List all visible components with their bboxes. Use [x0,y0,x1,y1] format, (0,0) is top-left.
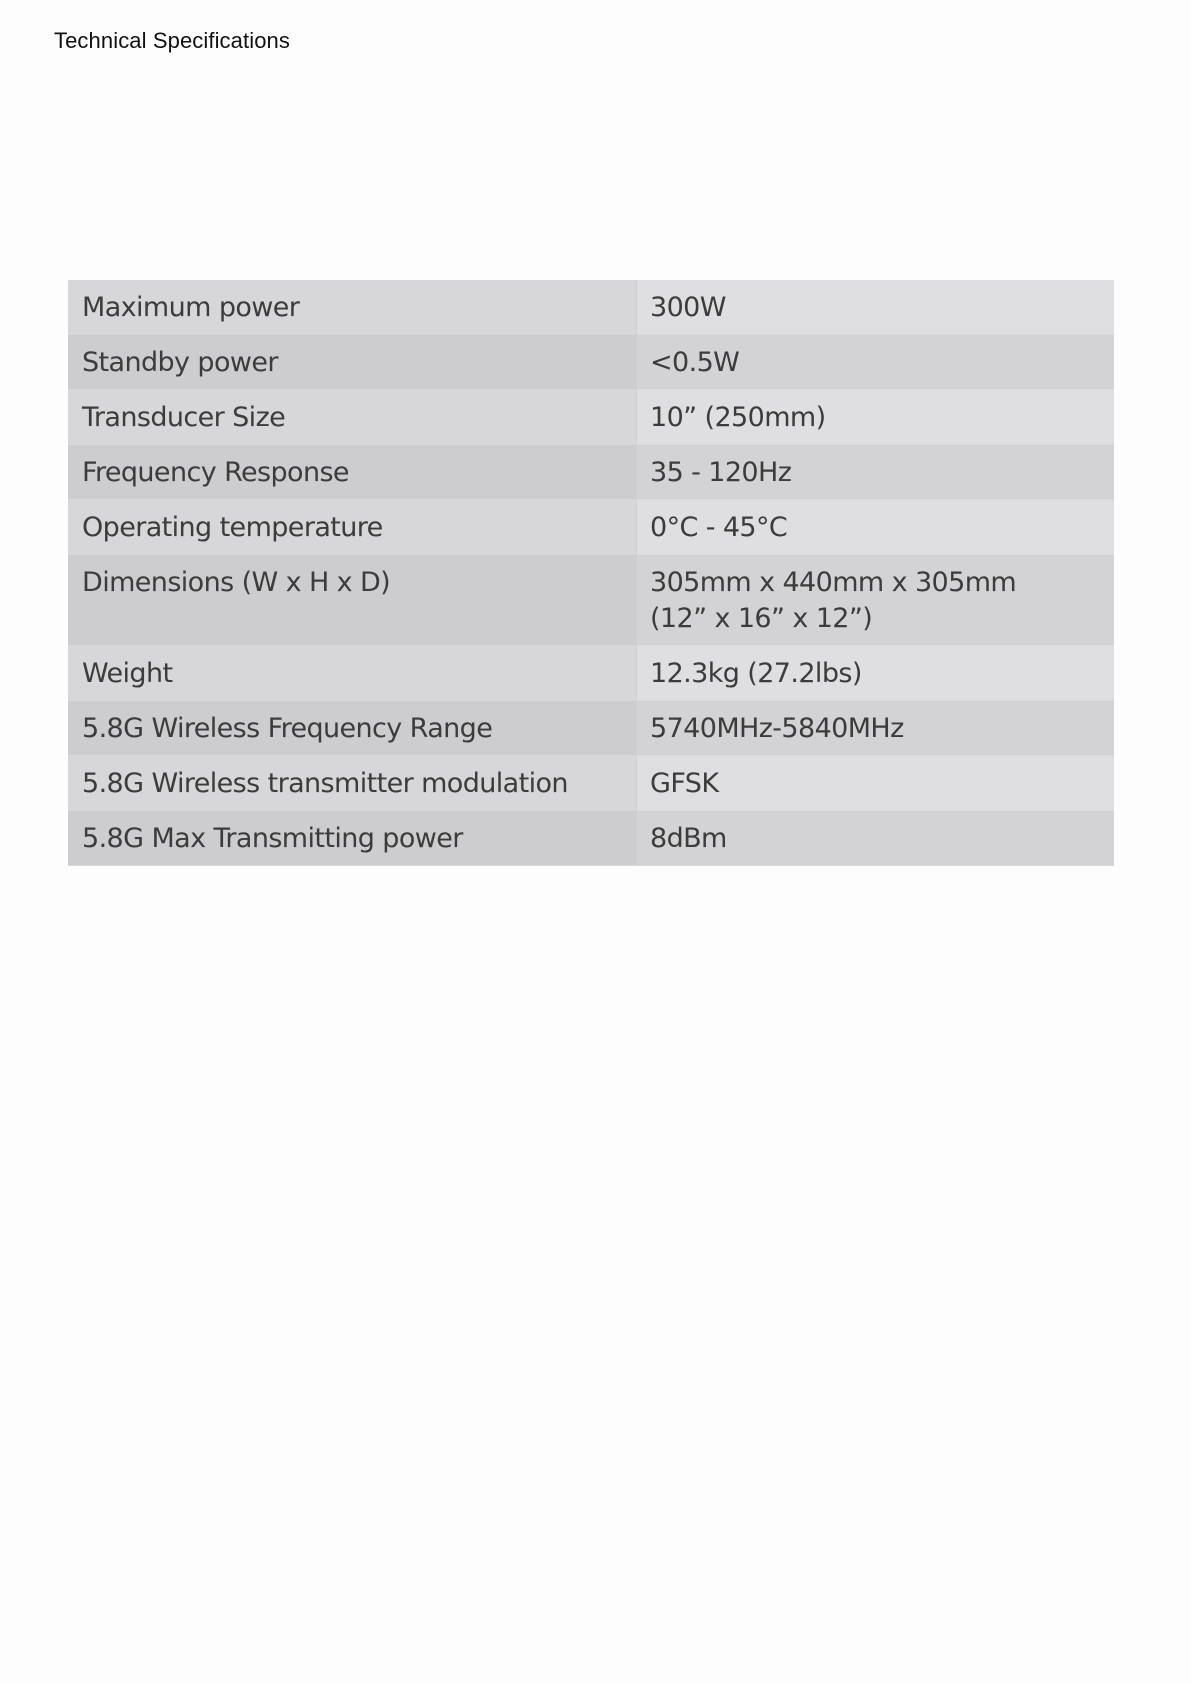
spec-value-standby-power [637,335,1115,390]
table-row [68,280,1114,335]
spec-value-line: 0°C - 45°C [650,512,788,543]
spec-label-standby-power: Standby power [68,335,637,390]
spec-value-wireless-frequency-range [637,701,1115,756]
spec-value-weight [637,646,1115,701]
spec-label-weight: Weight [68,646,637,701]
spec-label-maximum-power: Maximum power [68,280,637,335]
table-row [68,756,1114,811]
table-row [68,701,1114,756]
table-row [68,335,1114,390]
spec-value-maximum-power [637,280,1115,335]
spec-value-line: 35 - 120Hz [650,457,792,488]
spec-value-transducer-size [637,390,1115,445]
spec-value-dimensions [637,555,1115,646]
spec-value-line: 8dBm [650,823,727,854]
table-row [68,445,1114,500]
spec-label-wireless-frequency-range: 5.8G Wireless Frequency Range [68,701,637,756]
spec-value-line: 300W [650,292,726,323]
spec-value-line: 12.3kg (27.2lbs) [650,658,862,689]
spec-value-line: (12” x 16” x 12”) [650,603,873,634]
spec-value-line: 10” (250mm) [650,402,826,433]
page-title: Technical Specifications [54,28,290,53]
spec-label-dimensions: Dimensions (W x H x D) [68,555,637,646]
spec-value-operating-temperature [637,500,1115,555]
specifications-table [68,280,1114,866]
spec-label-transducer-size: Transducer Size [68,390,637,445]
spec-label-frequency-response: Frequency Response [68,445,637,500]
spec-value-frequency-response [637,445,1115,500]
spec-value-line: <0.5W [650,347,740,378]
spec-value-line: 5740MHz-5840MHz [650,713,904,744]
spec-label-max-transmitting-power: 5.8G Max Transmitting power [68,811,637,866]
spec-value-line: 305mm x 440mm x 305mm [650,567,1017,598]
spec-label-operating-temperature: Operating temperature [68,500,637,555]
spec-value-transmitter-modulation [637,756,1115,811]
spec-label-transmitter-modulation: 5.8G Wireless transmitter modulation [68,756,637,811]
table-row [68,811,1114,866]
table-row [68,500,1114,555]
spec-value-line: GFSK [650,768,719,799]
table-row [68,390,1114,445]
spec-value-max-transmitting-power [637,811,1115,866]
table-row [68,555,1114,646]
table-row [68,646,1114,701]
